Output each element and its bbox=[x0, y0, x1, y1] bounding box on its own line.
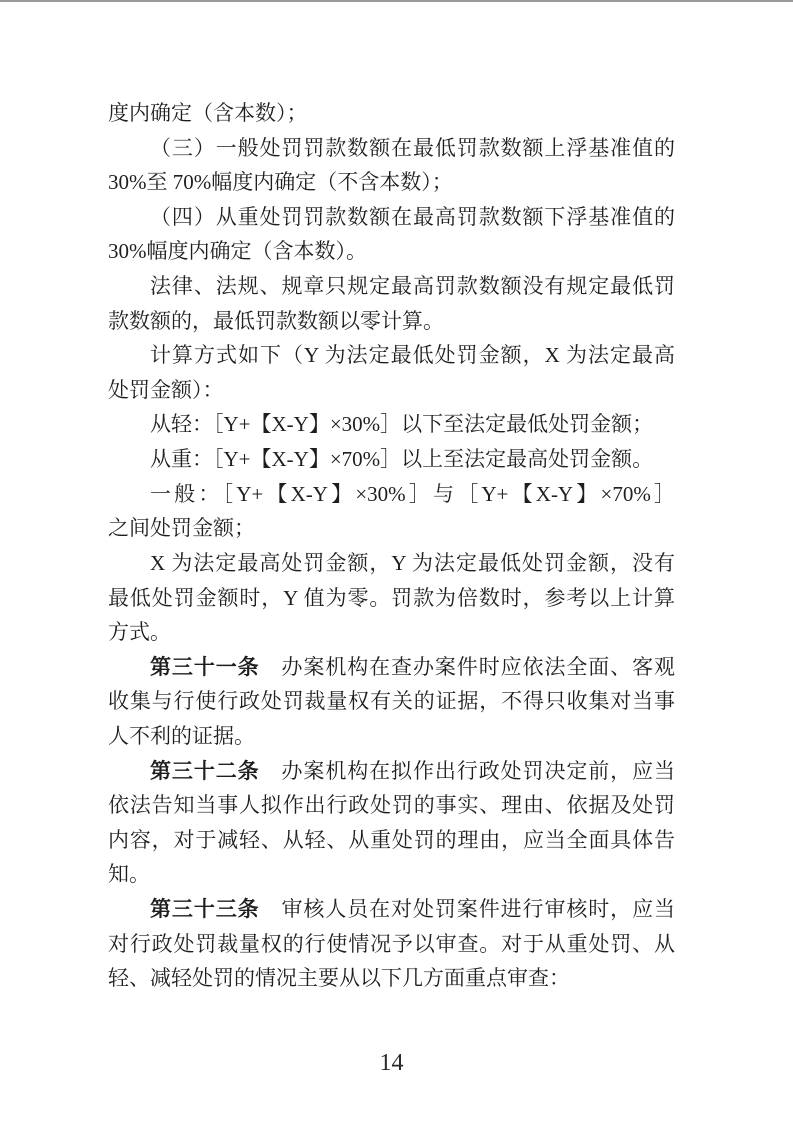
text-segment: 知。 bbox=[108, 862, 150, 887]
text-segment: 从轻：［Y+【X-Y】×30%］以下至法定最低处罚金额； bbox=[150, 412, 654, 437]
text-segment: 方式。 bbox=[108, 620, 171, 645]
text-segment: 30%至 70%幅度内确定（不含本数）； bbox=[108, 170, 453, 195]
text-line bbox=[108, 719, 675, 754]
article-number: 第三十三条 bbox=[150, 897, 260, 922]
text-segment: 款数额的，最低罚款数额以零计算。 bbox=[108, 308, 444, 333]
text-segment: X 为法定最高处罚金额，Y 为法定最低处罚金额，没有 bbox=[150, 550, 675, 575]
text-segment: 处罚金额）： bbox=[108, 377, 224, 402]
text-line bbox=[108, 961, 675, 996]
text-line bbox=[108, 857, 675, 892]
paragraph bbox=[108, 269, 675, 338]
text-line bbox=[108, 304, 675, 339]
paragraph bbox=[108, 754, 675, 892]
paragraph bbox=[108, 200, 675, 269]
paragraph bbox=[108, 96, 675, 131]
paragraph bbox=[108, 892, 675, 996]
text-segment: 最低处罚金额时，Y 值为零。罚款为倍数时，参考以上计算 bbox=[108, 585, 675, 610]
text-line bbox=[108, 511, 675, 546]
text-line bbox=[108, 546, 675, 581]
text-line bbox=[108, 269, 675, 304]
text-segment: 人不利的证据。 bbox=[108, 723, 255, 748]
text-line bbox=[108, 650, 675, 685]
text-segment: （三）一般处罚罚款数额在最低罚款数额上浮基准值的 bbox=[150, 135, 675, 160]
text-line bbox=[108, 581, 675, 616]
paragraph bbox=[108, 407, 675, 442]
text-line bbox=[108, 407, 675, 442]
article-number: 第三十二条 bbox=[150, 758, 260, 783]
text-line bbox=[108, 442, 675, 477]
document-content bbox=[108, 96, 675, 996]
text-segment: 对行政处罚裁量权的行使情况予以审查。对于从重处罚、从 bbox=[108, 931, 675, 956]
text-segment: （四）从重处罚罚款数额在最高罚款数额下浮基准值的 bbox=[150, 204, 675, 229]
paragraph bbox=[108, 477, 675, 546]
page-number: 14 bbox=[379, 1050, 404, 1076]
text-segment: 收集与行使行政处罚裁量权有关的证据，不得只收集对当事 bbox=[108, 689, 675, 714]
text-line bbox=[108, 892, 675, 927]
text-segment: 轻、减轻处罚的情况主要从以下几方面重点审查： bbox=[108, 966, 570, 991]
text-line bbox=[108, 615, 675, 650]
article-number: 第三十一条 bbox=[150, 654, 260, 679]
text-line bbox=[108, 200, 675, 235]
scan-edge-line bbox=[0, 0, 793, 2]
text-segment: 办案机构在拟作出行政处罚决定前，应当 bbox=[259, 758, 675, 783]
paragraph bbox=[108, 650, 675, 754]
text-line bbox=[108, 96, 675, 131]
text-line bbox=[108, 684, 675, 719]
text-line bbox=[108, 927, 675, 962]
text-line bbox=[108, 373, 675, 408]
text-line bbox=[108, 234, 675, 269]
text-segment: 依法告知当事人拟作出行政处罚的事实、理由、依据及处罚 bbox=[108, 793, 675, 818]
text-segment: 30%幅度内确定（含本数）。 bbox=[108, 239, 367, 264]
text-line bbox=[108, 788, 675, 823]
text-segment: 办案机构在查办案件时应依法全面、客观 bbox=[259, 654, 675, 679]
text-segment: 一般：［Y+【X-Y】×30%］与［Y+【X-Y】×70%］ bbox=[150, 481, 675, 506]
text-segment: 从重：［Y+【X-Y】×70%］以上至法定最高处罚金额。 bbox=[150, 447, 654, 472]
paragraph bbox=[108, 131, 675, 200]
text-line bbox=[108, 477, 675, 512]
text-segment: 审核人员在对处罚案件进行审核时，应当 bbox=[259, 897, 675, 922]
text-segment: 度内确定（含本数）； bbox=[108, 101, 308, 125]
paragraph bbox=[108, 338, 675, 407]
text-line bbox=[108, 131, 675, 166]
text-segment: 计算方式如下（Y 为法定最低处罚金额，X 为法定最高 bbox=[150, 343, 675, 368]
text-line bbox=[108, 823, 675, 858]
text-line bbox=[108, 754, 675, 789]
text-segment: 内容，对于减轻、从轻、从重处罚的理由，应当全面具体告 bbox=[108, 827, 675, 852]
paragraph bbox=[108, 546, 675, 650]
paragraph bbox=[108, 442, 675, 477]
text-line bbox=[108, 338, 675, 373]
text-segment: 之间处罚金额； bbox=[108, 516, 255, 541]
text-line bbox=[108, 165, 675, 200]
text-segment: 法律、法规、规章只规定最高罚款数额没有规定最低罚 bbox=[150, 274, 675, 299]
